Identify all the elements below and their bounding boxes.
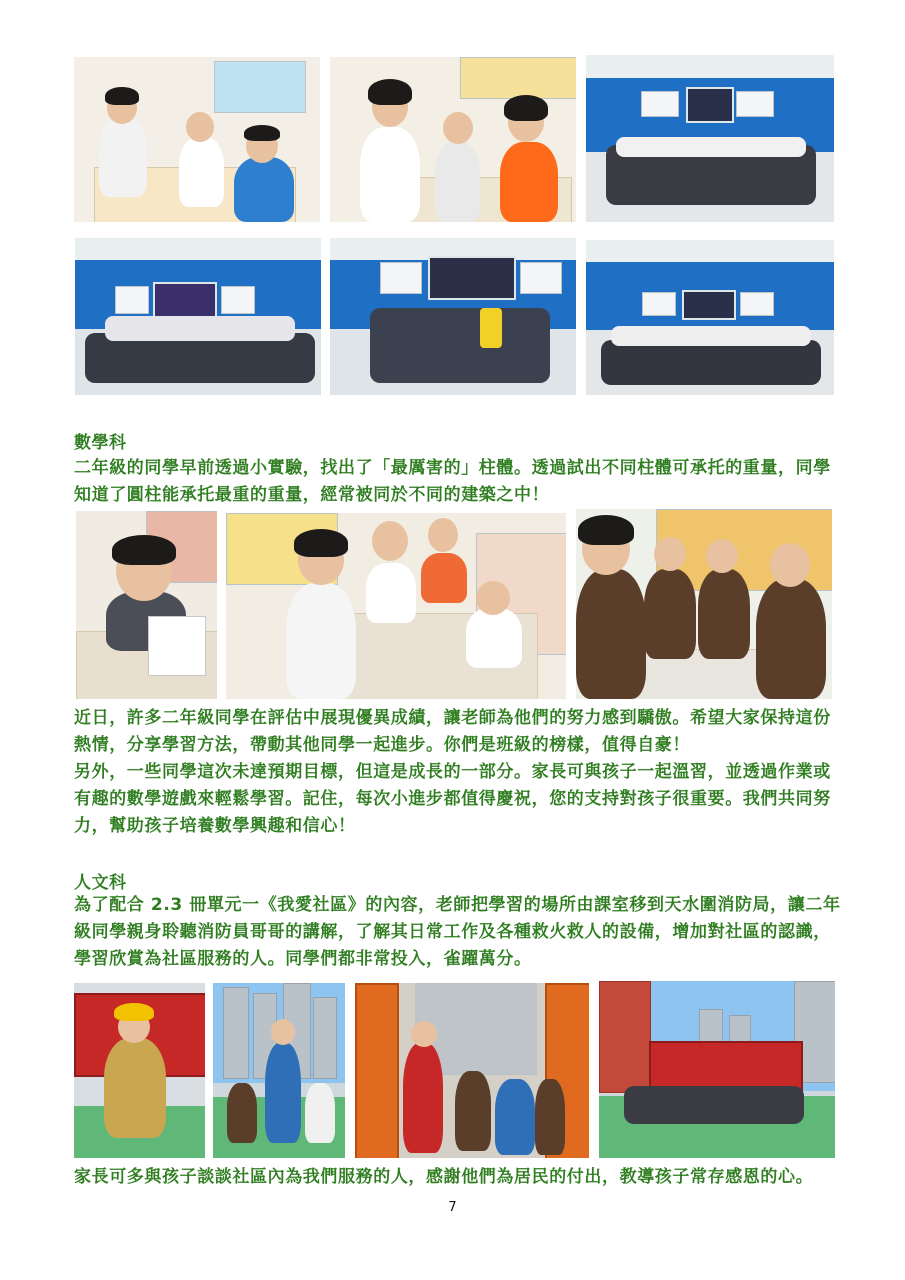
photo-classroom-activity-2 xyxy=(330,57,576,222)
photo-costume-group-2 xyxy=(75,238,321,395)
photo-classroom-activity-1 xyxy=(74,57,320,222)
math-intro: 二年級的同學早前透過小實驗，找出了「最厲害的」柱體。透過試出不同柱體可承托的重量，同學知道了圓柱能承托最重的重量，經常被同於不同的建築之中！ xyxy=(74,458,831,505)
math-encourage: 另外，一些同學這次未達預期目標，但這是成長的一部分。家長可與孩子一起溫習，並透過作業或有趣的數學遊戲來輕鬆學習。記住，每次小進步都值得慶祝，您的支持對孩子很重要。我們共同努力，幫助孩子培養數學興趣和信心！ xyxy=(74,762,831,836)
photo-fire-station-equipment xyxy=(355,983,589,1158)
photo-fire-truck-group xyxy=(599,981,835,1158)
photo-firefighter-costume xyxy=(74,983,205,1158)
photo-math-brown-jackets xyxy=(576,509,832,699)
photo-firefighter-with-kids xyxy=(213,983,345,1158)
photo-costume-group-4 xyxy=(586,240,834,395)
humanities-intro: 為了配合 2.3 冊單元一《我愛社區》的內容，老師把學習的場所由課室移到天水圍消防局，讓二年級同學親身聆聽消防員哥哥的講解，了解其日常工作及各種救火救人的設備，增加對社區的認識，學習欣賞為社區服務的人。同學們都非常投入，雀躍萬分。 xyxy=(74,895,841,969)
photo-costume-group-1 xyxy=(586,55,834,222)
photo-math-girl-with-cylinder xyxy=(76,511,217,699)
math-heading: 數學科 xyxy=(74,433,127,453)
humanities-closing: 家長可多與孩子談談社區內為我們服務的人，感謝他們為居民的付出，教導孩子常存感恩的心。 xyxy=(74,1167,814,1187)
humanities-heading: 人文科 xyxy=(74,873,127,893)
photo-math-experiment-group xyxy=(226,513,566,699)
photo-costume-group-3 xyxy=(330,238,576,395)
math-praise: 近日，許多二年級同學在評估中展現優異成績，讓老師為他們的努力感到驕傲。希望大家保持這份熱情，分享學習方法，帶動其他同學一起進步。你們是班級的榜樣，值得自豪！ xyxy=(74,708,831,755)
page-number: 7 xyxy=(448,1200,457,1215)
